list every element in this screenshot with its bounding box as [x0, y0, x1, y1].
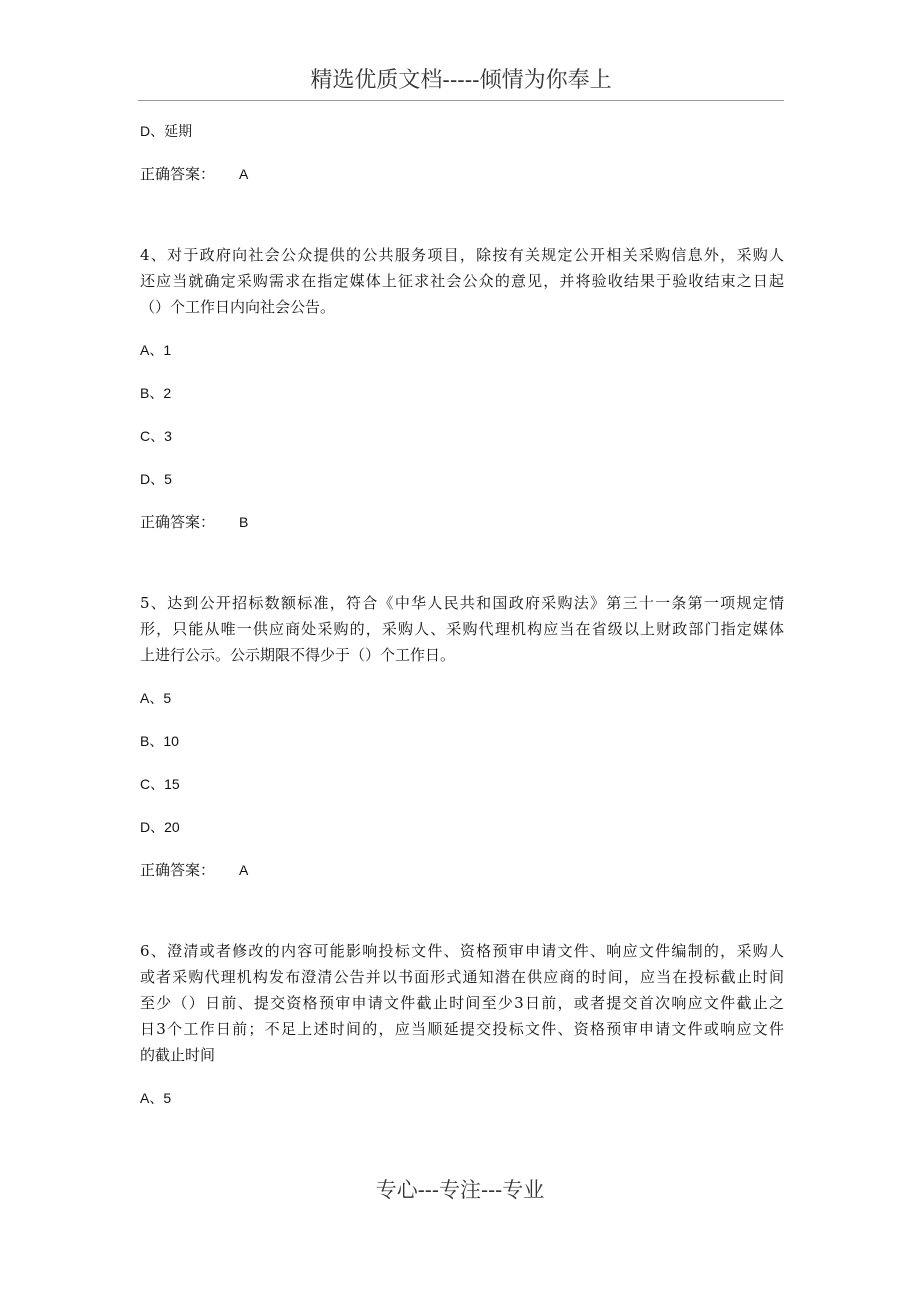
answer-value: A: [239, 862, 249, 878]
correct-answer: [140, 857, 784, 883]
question-4: [140, 242, 784, 535]
page-footer: [0, 1174, 920, 1206]
question-text-line: 4、对于政府向社会公众提供的公共服务项目，除按有关规定公开相关采购信息外，采购人: [140, 246, 784, 264]
question-text-line: 至少（）日前、提交资格预审申请文件截止时间至少3日前，或者提交首次响应文件截止之: [140, 994, 784, 1012]
question-text-line: 上进行公示。公示期限不得少于（）个工作日。: [140, 646, 456, 664]
question-text-line: 日3个工作日前；不足上述时间的，应当顺延提交投标文件、资格预审申请文件或响应文件: [140, 1020, 784, 1038]
question-text-line: （）个工作日内向社会公告。: [140, 298, 336, 316]
option-b: B、10: [140, 733, 179, 749]
question-6: [140, 938, 784, 1111]
correct-answer: [140, 161, 784, 187]
question-text-line: 还应当就确定采购需求在指定媒体上征求社会公众的意见，并将验收结果于验收结束之日起: [140, 272, 784, 290]
option-d: D、5: [140, 471, 172, 487]
option-c: C、3: [140, 428, 172, 444]
question-5: [140, 590, 784, 883]
page-header: [138, 62, 784, 101]
question-text-line: 5、达到公开招标数额标准，符合《中华人民共和国政府采购法》第三十一条第一项规定情: [140, 594, 784, 612]
question-text-line: 6、澄清或者修改的内容可能影响投标文件、资格预审申请文件、响应文件编制的，采购人: [140, 942, 784, 960]
option-b: B、2: [140, 385, 172, 401]
answer-label: 正确答案：: [140, 165, 216, 183]
question-text-line: 的截止时间: [140, 1046, 216, 1064]
footer-text: 专心---专注---专业: [375, 1178, 545, 1202]
option-a: A、5: [140, 1090, 172, 1106]
answer-label: 正确答案：: [140, 513, 216, 531]
option-d: D、20: [140, 819, 180, 835]
option-a: A、5: [140, 690, 172, 706]
question-text-line: 形，只能从唯一供应商处采购的，采购人、采购代理机构应当在省级以上财政部门指定媒体: [140, 620, 784, 638]
document-body: [140, 118, 784, 1128]
correct-answer: [140, 509, 784, 535]
option-a: A、1: [140, 342, 172, 358]
header-title: 精选优质文档-----倾情为你奉上: [310, 68, 612, 93]
answer-label: 正确答案：: [140, 861, 216, 879]
question-text-line: 或者采购代理机构发布澄清公告并以书面形式通知潜在供应商的时间，应当在投标截止时间: [140, 968, 784, 986]
option-d: D、延期: [140, 123, 193, 139]
answer-value: A: [239, 166, 249, 182]
answer-value: B: [239, 514, 249, 530]
option-c: C、15: [140, 776, 180, 792]
